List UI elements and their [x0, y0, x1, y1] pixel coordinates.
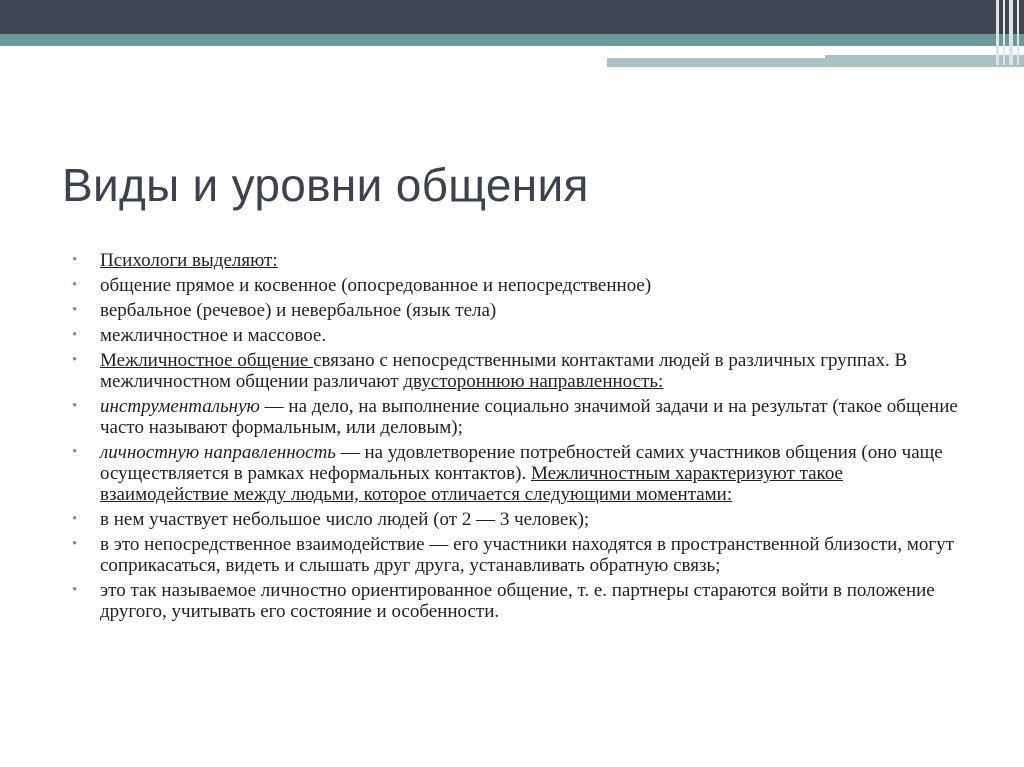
- bullet-icon: •: [72, 352, 78, 368]
- bullet-item: [62, 350, 962, 392]
- bullet-text: в это непосредственное взаимодействие — его участники находятся в пространственной близости, могут соприкасаться, видеть и слышать друг друга, устанавливать обратную связь;: [100, 534, 954, 576]
- bullet-text: в нем участвует небольшое число людей (от 2 — 3 человек);: [100, 509, 590, 530]
- bullet-text: вербальное (речевое) и невербальное (язык тела): [100, 300, 497, 321]
- bullet-icon: •: [72, 252, 78, 268]
- bullet-icon: •: [72, 302, 78, 318]
- bullet-icon: •: [72, 582, 78, 598]
- bullet-text: инструментальную: [100, 396, 260, 417]
- bullet-item: [62, 534, 962, 576]
- bullet-item: [62, 509, 962, 530]
- decor-vertical-bar: [996, 0, 999, 65]
- bullet-text: Межличностное общение: [100, 350, 314, 371]
- bullet-text: Межличностным характеризуют такое взаимодействие между людьми, которое отличается следующими моментами:: [100, 463, 843, 505]
- header-band-light: [607, 58, 1024, 67]
- header-band-dark: [0, 0, 1024, 34]
- bullet-icon: •: [72, 511, 78, 527]
- decor-vertical-bar: [1003, 0, 1005, 65]
- decor-vertical-bar: [1009, 0, 1013, 65]
- bullet-icon: •: [72, 536, 78, 552]
- bullet-item: [62, 442, 962, 505]
- slide-title: Виды и уровни общения: [62, 159, 589, 211]
- header-band-teal: [0, 34, 1024, 46]
- bullet-text: — на дело, на выполнение социально значимой задачи и на результат (такое общение часто называют формальным, или деловым);: [100, 396, 958, 438]
- bullet-icon: •: [72, 444, 78, 460]
- bullet-text: — на удовлетворение потребностей самих участников общения (оно чаще осуществляется в рамках неформальных контактов).: [100, 442, 943, 484]
- decor-vertical-bar: [1017, 0, 1019, 65]
- bullet-item: [62, 580, 962, 622]
- bullet-item: [62, 275, 962, 296]
- bullet-item: [62, 300, 962, 321]
- bullet-item: [62, 396, 962, 438]
- bullet-icon: •: [72, 277, 78, 293]
- bullet-text: общение прямое и косвенное (опосредованное и непосредственное): [100, 275, 652, 296]
- bullet-text: двустороннюю направленность:: [403, 371, 664, 392]
- bullet-icon: •: [72, 398, 78, 414]
- bullet-text: межличностное и массовое.: [100, 325, 327, 346]
- bullet-item: [62, 325, 962, 346]
- bullet-list: [62, 250, 962, 626]
- bullet-icon: •: [72, 327, 78, 343]
- bullet-text: Психологи выделяют:: [100, 250, 278, 271]
- bullet-text: связано с непосредственными контактами людей в различных группах. В межличностном общении различают: [100, 350, 908, 392]
- header-band-light-thin: [825, 55, 1024, 58]
- bullet-item: [62, 250, 962, 271]
- bullet-text: личностную направленность: [100, 442, 336, 463]
- bullet-text: это так называемое личностно ориентированное общение, т. е. партнеры стараются войти в положение другого, учитывать его состояние и особенности.: [100, 580, 935, 622]
